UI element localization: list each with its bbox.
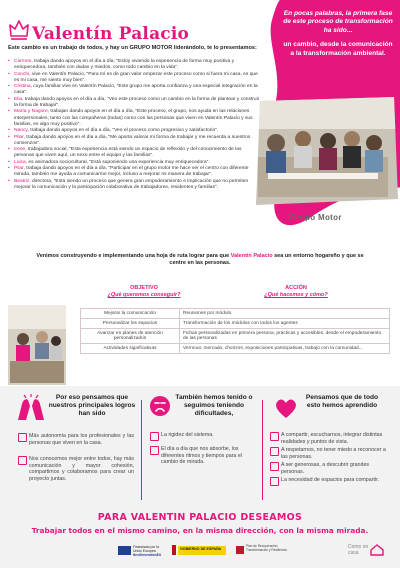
eu-label: Financiado por la Unión Europea bbox=[133, 545, 160, 553]
member-name: Nancy bbox=[14, 128, 28, 134]
member-name: Pilar bbox=[14, 166, 24, 172]
list-item bbox=[8, 84, 262, 97]
member-quote: , trabajan dando apoyos en el día a día, "Este proceso, el grupo, nos ayuda en las relaciones interpersonales; tanto con las compañeras (todas) como con las personas que viven en Valentín Palacio y sus familias, es algo muy positivo". bbox=[14, 109, 253, 127]
list-item bbox=[8, 135, 262, 148]
list-item bbox=[18, 456, 134, 482]
checkbox-icon bbox=[270, 447, 279, 456]
action-title: ACCIÓN bbox=[285, 285, 307, 291]
member-name: María y Nagore bbox=[14, 109, 48, 115]
member-quote: , vive en Valentín Palacio, "Para mí es de gran valor empezar este proceso como si fuera mi casa, es que es mi casa, me siento muy bien". bbox=[14, 71, 258, 83]
member-name: Beatriz bbox=[14, 178, 30, 184]
list-item bbox=[8, 97, 262, 110]
eu-flag-icon bbox=[118, 546, 131, 555]
member-quote: , trabaja dando apoyos en el día a día, "Veo este proceso como un cambio en la forma de plantear y construir la forma de trabajar". bbox=[14, 96, 260, 109]
list-item bbox=[8, 166, 262, 179]
plan-table bbox=[80, 308, 390, 354]
action-cell: Fichas personalizadas en primera persona, prácticas y accesibles, desde el empoderamiento de las personas bbox=[180, 329, 390, 344]
member-quote: , trabaja dando apoyos en el día a día, "Participar en el grupo motor me hace ver el centro con diferente mirada, también me ayuda a comunicarme mejor, incluso a mejorar mi manera de trabajar". bbox=[14, 166, 249, 178]
table-row bbox=[81, 329, 390, 344]
roadmap-text-2: sea un entorno hogareño y que se centre en las personas. bbox=[169, 253, 364, 266]
list-item bbox=[18, 433, 134, 446]
house-icon bbox=[370, 544, 384, 556]
list-item bbox=[270, 447, 388, 460]
member-quote: , es animadora sociocultural, "Está suponiendo una experiencia muy enriquecedora". bbox=[25, 159, 210, 165]
como-en-casa-logo bbox=[348, 542, 388, 562]
action-cell: Reuniones por módulo bbox=[180, 309, 390, 319]
checkbox-icon bbox=[270, 462, 279, 471]
member-name: Conchi bbox=[14, 71, 30, 77]
difficulty-icon bbox=[148, 394, 172, 418]
quote-conclusion: un cambio, desde la comunicación a la transformación ambiental. bbox=[283, 41, 393, 57]
objective-cell: Mejorar la comunicación bbox=[81, 309, 180, 319]
high-five-icon bbox=[14, 394, 48, 422]
table-row bbox=[81, 319, 390, 329]
checkbox-icon bbox=[150, 446, 159, 455]
spain-government-logo bbox=[172, 545, 228, 559]
footer-tagline: Trabajar todos en el mismo camino, en la misma dirección, con la misma mirada. bbox=[31, 526, 369, 535]
eu-sublabel: NextGenerationEU bbox=[133, 553, 162, 557]
difficulty-text: La rigidez del sistema. bbox=[161, 432, 214, 438]
activity-photo bbox=[8, 305, 66, 385]
checkbox-icon bbox=[270, 477, 279, 486]
casa-label: Como en casa bbox=[348, 544, 369, 556]
objective-subtitle: ¿Qué queremos conseguir? bbox=[107, 292, 181, 298]
member-quote: , trabajadora social, "Esta experiencia está siendo un espacio de reflexión y del conocimiento de las personas que viven aquí, un nexo entre el equipo y las familias". bbox=[14, 147, 242, 159]
checkbox-icon bbox=[150, 432, 159, 441]
action-header bbox=[256, 285, 336, 299]
list-item bbox=[8, 179, 262, 192]
quote-intro: En pocas palabras, la primera fase de este proceso de transformación ha sido... bbox=[283, 10, 393, 34]
footer-heading: PARA VALENTIN PALACIO DESEAMOS bbox=[97, 512, 303, 523]
action-subtitle: ¿Qué hacemos y cómo? bbox=[264, 292, 328, 298]
action-cell: Vermout, mercado, chorizos, exposiciones participativas, trabajo con la comunidad... bbox=[180, 344, 390, 354]
learning-text: La necesidad de espacios para compartir. bbox=[281, 477, 380, 483]
member-name: Cristina bbox=[14, 84, 31, 90]
member-quote: , trabaja dando apoyos en el día a día, "Veo el proceso como progresivo y satisfactorio". bbox=[27, 128, 219, 134]
spain-label: GOBIERNO DE ESPAÑA bbox=[180, 547, 222, 551]
objective-header bbox=[104, 285, 184, 299]
motor-group-list bbox=[8, 59, 262, 191]
roadmap-text-1: Venimos construyendo e implementando una hoja de ruta lograr para que bbox=[36, 253, 231, 259]
difficulty-text: El día a día que nos absorbe, los diferentes ritmos y tiempos para el cambio de mirada. bbox=[161, 446, 242, 466]
intro-text: Este cambio es un trabajo de todos, y hay un GRUPO MOTOR liderándolo, te lo presentamos: bbox=[8, 45, 257, 51]
difficulties-title: También hemos tenido o seguimos teniendo dificultades, bbox=[175, 394, 253, 417]
list-item bbox=[270, 477, 388, 484]
list-item bbox=[150, 432, 258, 439]
plan-icon bbox=[236, 546, 244, 554]
member-quote: , cuya familiar vive en Valentín Palacio, "Este grupo me aporta confianza y una especial integración en la casa". bbox=[14, 84, 258, 96]
list-item bbox=[8, 147, 262, 160]
roadmap-highlight: Valentín Palacio bbox=[230, 253, 273, 259]
member-name: Carmen bbox=[14, 59, 32, 64]
achievement-text: Más autonomía para los profesionales y las personas que viven en la casa. bbox=[29, 433, 134, 446]
crown-icon bbox=[8, 18, 30, 42]
list-item bbox=[270, 462, 388, 475]
recovery-plan-logo bbox=[236, 545, 288, 559]
eu-logo bbox=[118, 545, 162, 559]
action-cell: Transformación de los módulos con todos los agentes bbox=[180, 319, 390, 329]
member-quote: , trabaja dando apoyos en el día a día, "Me aporta valorar mi forma de trabajar y me recuerda a nuestros comienzos". bbox=[14, 134, 251, 146]
member-name: Pilar bbox=[14, 134, 24, 140]
learning-text: A ser generosas, a descubrir grandes personas. bbox=[281, 462, 370, 475]
table-row bbox=[81, 344, 390, 354]
checkbox-icon bbox=[270, 432, 279, 441]
objective-cell: Actividades significativas bbox=[81, 344, 180, 354]
achievement-text: Nos conocemos mejor entre todos, hay más comunicación y mayor cohesión, compartimos y colaboramos para crear un proyecto juntas. bbox=[29, 456, 134, 482]
divider bbox=[262, 400, 263, 500]
learning-text: A compartir, escucharnos, integrar distintas realidades y puntos de vista. bbox=[281, 432, 383, 445]
divider bbox=[141, 400, 142, 500]
coat-of-arms-icon bbox=[172, 545, 176, 555]
list-item bbox=[8, 59, 262, 72]
learnings-title: Pensamos que de todo esto hemos aprendido bbox=[305, 394, 379, 409]
member-name: Irene bbox=[14, 147, 26, 153]
member-name: Elia bbox=[14, 96, 23, 102]
member-quote: , directora, "Está siendo un proceso que genera gran empoderamiento e implicación que no permiten mejorar la comunicación y la participación colaborativa de trabajadores, residentes y familias". bbox=[14, 178, 249, 190]
objective-title: OBJETIVO bbox=[130, 285, 158, 291]
roadmap-intro bbox=[30, 253, 370, 267]
list-item bbox=[8, 109, 262, 128]
objective-cell: Avanzar en planes de atención personalizados bbox=[81, 329, 180, 344]
list-item bbox=[150, 446, 258, 466]
page-title: Valentín Palacio bbox=[32, 24, 190, 44]
quote-text bbox=[283, 10, 393, 58]
heart-hands-icon bbox=[272, 394, 300, 422]
member-name: Luisa bbox=[14, 159, 26, 165]
objective-cell: Personalizar los espacios bbox=[81, 319, 180, 329]
plan-label: Plan de Recuperación, Transformación y Resiliencia bbox=[246, 544, 287, 552]
photo-caption: Grupo Motor bbox=[290, 213, 342, 222]
group-motor-photo bbox=[248, 95, 398, 205]
achievements-title: Por eso pensamos que nuestros principales logros han sido bbox=[48, 394, 136, 417]
member-quote: , trabaja dando apoyos en el día a día, "Estoy viviendo la experiencia de forma muy positiva y enriquecedora, también con dudas y miedos, como todo cambio en la vida". bbox=[14, 59, 235, 71]
list-item bbox=[8, 72, 262, 85]
list-item bbox=[270, 432, 388, 445]
checkbox-icon bbox=[18, 433, 27, 442]
table-row bbox=[81, 309, 390, 319]
learning-text: A respetarnos, no tener miedo a reconocer a las personas. bbox=[281, 447, 386, 460]
checkbox-icon bbox=[18, 456, 27, 465]
